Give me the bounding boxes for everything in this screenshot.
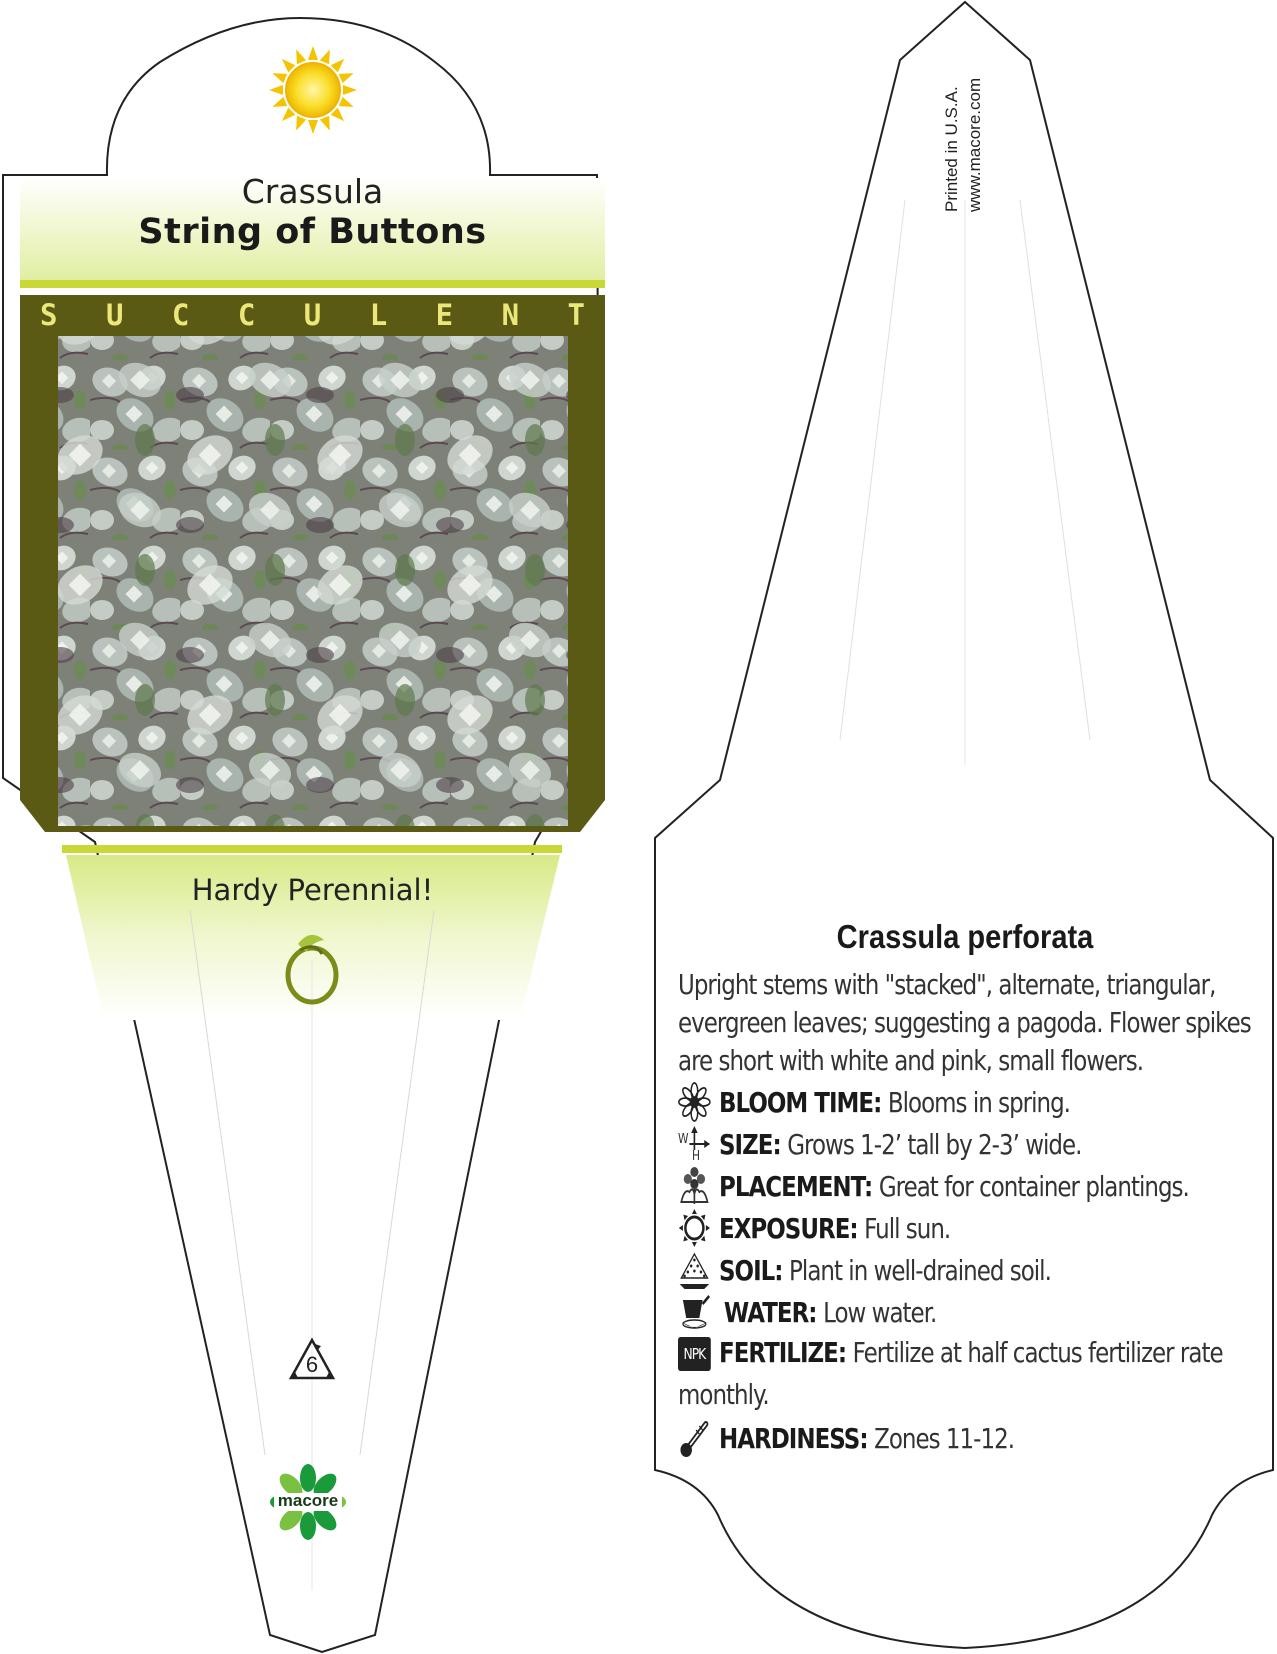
bloom-time-label: BLOOM TIME:	[719, 1085, 882, 1119]
size-icon-h: H	[691, 1149, 699, 1164]
soil-value: Plant in well-drained soil.	[789, 1253, 1051, 1287]
water-row	[678, 1292, 936, 1332]
flower-icon	[678, 1082, 711, 1122]
species-name: Crassula perforata	[836, 918, 1094, 955]
genus-title: Crassula	[241, 172, 384, 211]
description-line: evergreen leaves; suggesting a pagoda. Flower spikes	[678, 1006, 1251, 1039]
soil-row	[678, 1250, 1051, 1290]
fertilize-label: FERTILIZE:	[719, 1336, 847, 1369]
fertilize-value-continued: monthly.	[678, 1378, 769, 1411]
placement-icon	[678, 1166, 711, 1206]
description-line: are short with white and pink, small flowers.	[678, 1044, 1144, 1077]
description-line: Upright stems with "stacked", alternate, triangular,	[678, 968, 1216, 1001]
exposure-row	[678, 1208, 950, 1248]
water-label: WATER:	[723, 1295, 817, 1329]
fertilize-row	[678, 1334, 1223, 1371]
thermometer-icon	[678, 1418, 711, 1458]
category-label	[40, 298, 585, 332]
category-letter: E	[435, 298, 454, 332]
category-letter: L	[369, 298, 388, 332]
size-label: SIZE:	[719, 1127, 781, 1161]
category-letter: S	[40, 298, 58, 332]
bloom-time-row	[678, 1082, 1070, 1122]
category-letter: C	[171, 298, 190, 332]
fertilize-continuation	[678, 1378, 769, 1411]
soil-icon	[678, 1250, 711, 1290]
size-icon	[678, 1124, 711, 1164]
watering-can-icon	[678, 1292, 711, 1332]
category-letter: T	[567, 298, 585, 332]
category-letter: U	[303, 298, 322, 332]
hardiness-value: Zones 11-12.	[874, 1421, 1015, 1455]
exposure-label: EXPOSURE:	[719, 1211, 858, 1245]
sun-outline-icon	[678, 1208, 711, 1248]
printed-in-usa	[940, 78, 986, 212]
common-name-title: String of Buttons	[138, 212, 487, 252]
printed-line: Printed in U.S.A.	[942, 86, 961, 212]
placement-value: Great for container plantings.	[878, 1169, 1189, 1203]
hardiness-label: HARDINESS:	[719, 1421, 868, 1455]
macore-logo	[268, 1462, 348, 1542]
recycle-number: 6	[305, 1352, 319, 1377]
hardy-perennial-tagline: Hardy Perennial!	[191, 873, 434, 907]
size-value: Grows 1-2’ tall by 2-3’ wide.	[787, 1127, 1082, 1161]
npk-icon: NPK	[678, 1337, 711, 1371]
recycle-icon	[287, 1336, 337, 1386]
size-row	[678, 1124, 1081, 1164]
placement-row	[678, 1166, 1189, 1206]
category-letter: N	[501, 298, 520, 332]
size-icon-w: W	[678, 1132, 688, 1147]
category-letter: U	[105, 298, 124, 332]
placement-label: PLACEMENT:	[719, 1169, 873, 1203]
plant-description	[678, 966, 1252, 1080]
bloom-time-value: Blooms in spring.	[887, 1085, 1070, 1119]
water-value: Low water.	[823, 1295, 937, 1329]
exposure-value: Full sun.	[864, 1211, 951, 1245]
sun-icon	[268, 45, 358, 135]
hardiness-row	[678, 1418, 1014, 1458]
hardy-perennial-icon	[280, 930, 345, 1005]
website-line: www.macore.com	[965, 77, 984, 212]
fertilize-value: Fertilize at half cactus fertilizer rate	[852, 1336, 1223, 1369]
macore-wordmark: macore	[277, 1491, 339, 1510]
soil-label: SOIL:	[719, 1253, 783, 1287]
category-letter: C	[237, 298, 256, 332]
